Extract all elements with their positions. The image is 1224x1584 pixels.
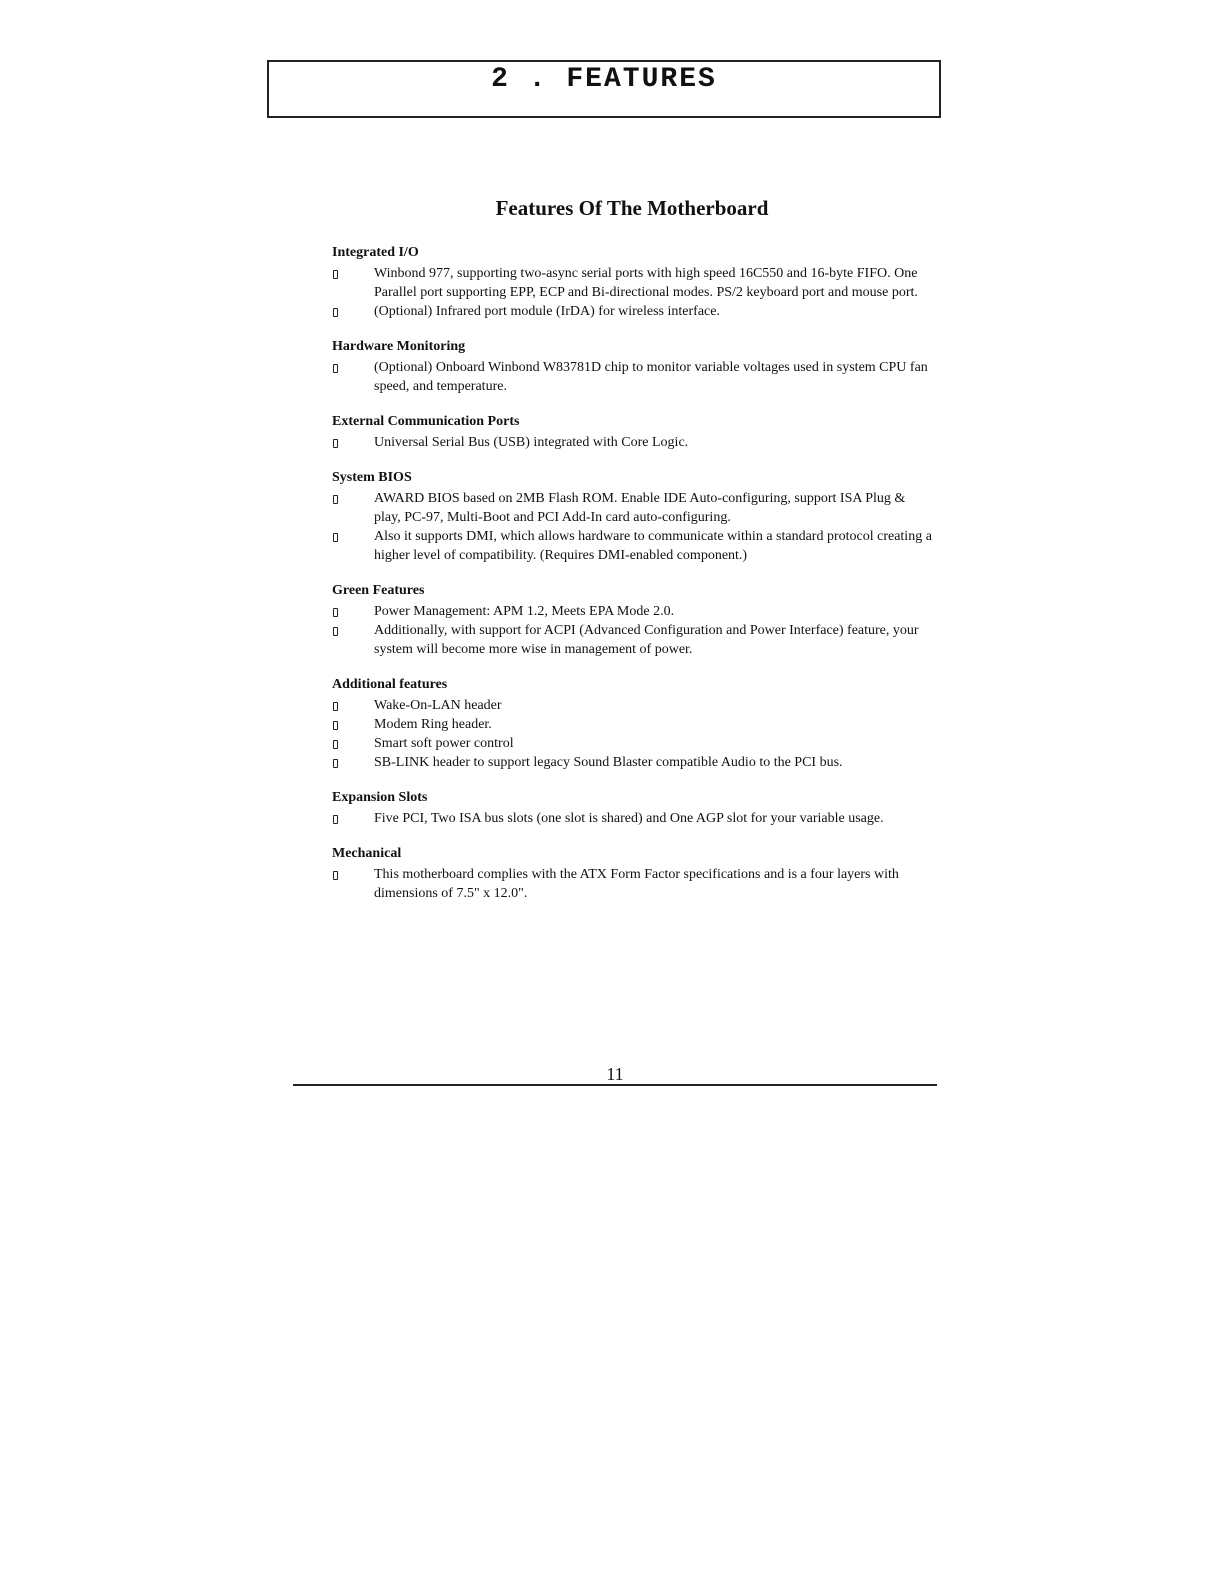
feature-items — [332, 602, 932, 659]
list-item-text: Universal Serial Bus (USB) integrated with Core Logic. — [374, 435, 689, 450]
list-item-text: Wake-On-LAN header — [374, 698, 502, 713]
feature-group — [332, 582, 932, 659]
feature-items — [332, 489, 932, 565]
list-item-text: Five PCI, Two ISA bus slots (one slot is shared) and One AGP slot for your variable usage. — [374, 811, 884, 826]
feature-items — [332, 433, 932, 452]
feature-group — [332, 413, 932, 452]
bullet-icon — [333, 871, 338, 880]
list-item — [332, 358, 932, 396]
list-item-text: SB-LINK header to support legacy Sound Blaster compatible Audio to the PCI bus. — [374, 755, 843, 770]
feature-group — [332, 676, 932, 772]
list-item-text: Smart soft power control — [374, 736, 514, 751]
list-item — [332, 527, 932, 565]
page-number: 11 — [606, 1064, 624, 1084]
bullet-icon — [333, 533, 338, 542]
bullet-icon — [333, 308, 338, 317]
list-item-text: Also it supports DMI, which allows hardware to communicate within a standard protocol creating a higher level of compatibility. (Requires DMI-enabled component.) — [374, 529, 932, 563]
feature-group-heading: Additional features — [332, 677, 448, 692]
chapter-title: 2 . FEATURES — [491, 64, 717, 95]
feature-items — [332, 809, 932, 828]
feature-group — [332, 469, 932, 565]
feature-group-heading: External Communication Ports — [332, 414, 520, 429]
list-item — [332, 602, 932, 621]
bullet-icon — [333, 702, 338, 711]
feature-group-heading: Integrated I/O — [332, 245, 419, 260]
bullet-icon — [333, 495, 338, 504]
feature-group-heading: Hardware Monitoring — [332, 339, 466, 354]
list-item-text: This motherboard complies with the ATX Form Factor specifications and is a four layers with dimensions of 7.5" x 12.0". — [374, 867, 899, 901]
bullet-icon — [333, 759, 338, 768]
feature-items — [332, 865, 932, 903]
list-item — [332, 489, 932, 527]
footer-rule — [293, 1084, 937, 1086]
bullet-icon — [333, 608, 338, 617]
list-item — [332, 621, 932, 659]
chapter-header-box — [267, 60, 941, 118]
feature-list — [332, 244, 932, 920]
feature-group — [332, 789, 932, 828]
bullet-icon — [333, 364, 338, 373]
list-item — [332, 734, 932, 753]
list-item-text: Winbond 977, supporting two-async serial ports with high speed 16C550 and 16-byte FIFO. One Parallel port supporting EPP, ECP and Bi-directional modes. PS/2 keyboard port and mouse port. — [374, 266, 918, 300]
feature-items — [332, 358, 932, 396]
list-item — [332, 865, 932, 903]
list-item-text: Power Management: APM 1.2, Meets EPA Mode 2.0. — [374, 604, 675, 619]
section-title: Features Of The Motherboard — [495, 196, 769, 220]
feature-items — [332, 264, 932, 321]
list-item — [332, 302, 932, 321]
list-item-text: AWARD BIOS based on 2MB Flash ROM. Enable IDE Auto-configuring, support ISA Plug & play, PC-97, Multi-Boot and PCI Add-In card auto-configuring. — [374, 491, 906, 525]
feature-items — [332, 696, 932, 772]
bullet-icon — [333, 815, 338, 824]
bullet-icon — [333, 740, 338, 749]
list-item — [332, 809, 932, 828]
list-item — [332, 753, 932, 772]
feature-group-heading: Expansion Slots — [332, 790, 428, 805]
list-item — [332, 264, 932, 302]
list-item-text: Additionally, with support for ACPI (Advanced Configuration and Power Interface) feature, your system will become more wise in management of power. — [374, 623, 919, 657]
bullet-icon — [333, 721, 338, 730]
list-item — [332, 433, 932, 452]
bullet-icon — [333, 627, 338, 636]
feature-group-heading: Green Features — [332, 583, 425, 598]
list-item-text: (Optional) Onboard Winbond W83781D chip to monitor variable voltages used in system CPU fan speed, and temperature. — [374, 360, 928, 394]
list-item — [332, 696, 932, 715]
feature-group-heading: System BIOS — [332, 470, 412, 485]
list-item-text: Modem Ring header. — [374, 717, 492, 732]
bullet-icon — [333, 439, 338, 448]
feature-group — [332, 338, 932, 396]
feature-group — [332, 845, 932, 903]
bullet-icon — [333, 270, 338, 279]
list-item-text: (Optional) Infrared port module (IrDA) for wireless interface. — [374, 304, 720, 319]
feature-group-heading: Mechanical — [332, 846, 402, 861]
list-item — [332, 715, 932, 734]
feature-group — [332, 244, 932, 321]
